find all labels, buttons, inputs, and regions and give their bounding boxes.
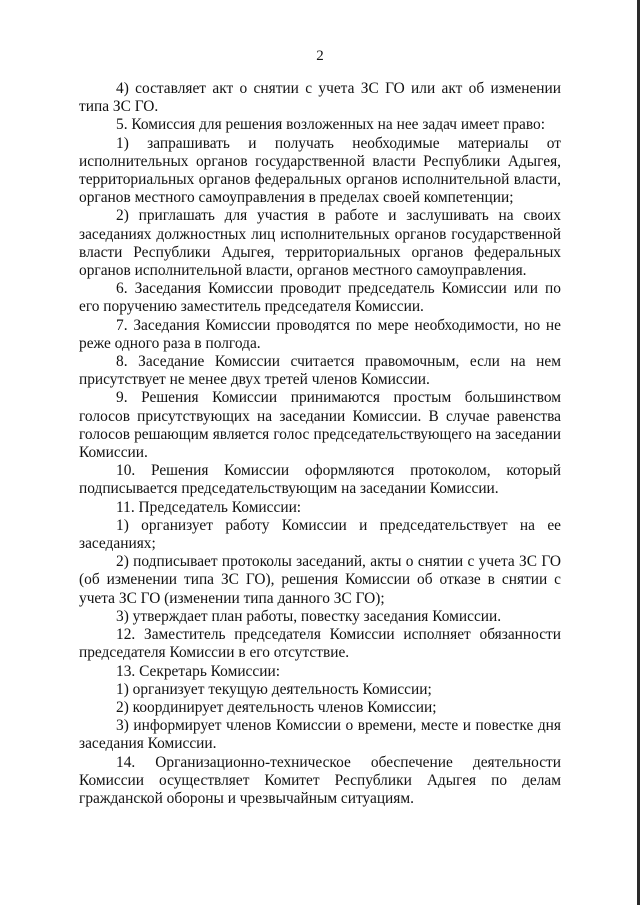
- paragraph-5-1-request: 1) запрашивать и получать необходимые материалы от исполнительных органов государственной власти Республики Адыгея, территориальных органов федеральных органов исполнительной власти, органов местного самоуправления в пределах своей компетенции;: [79, 134, 561, 207]
- paragraph-11-2-signs: 2) подписывает протоколы заседаний, акты о снятии с учета ЗС ГО (об изменении типа ЗС ГО), решения Комиссии об отказе в снятии с учета ЗС ГО (изменении типа данного ЗС ГО);: [79, 553, 561, 607]
- paragraph-5-2-invite: 2) приглашать для участия в работе и заслушивать на своих заседаниях должностных лиц исполнительных органов государственной власти Республики Адыгея, территориальных органов федеральных органов исполнительной власти, органов местного самоуправления.: [79, 207, 561, 280]
- paragraph-11-1-organizes: 1) организует работу Комиссии и председательствует на ее заседаниях;: [79, 516, 561, 553]
- paragraph-4-act: 4) составляет акт о снятии с учета ЗС ГО или акт об изменении типа ЗС ГО.: [79, 80, 561, 116]
- paragraph-12-deputy: 12. Заместитель председателя Комиссии исполняет обязанности председателя Комиссии в его отсутствие.: [79, 626, 561, 662]
- paragraph-5-rights: 5. Комиссия для решения возложенных на нее задач имеет право:: [116, 116, 545, 134]
- paragraph-14-support: 14. Организационно-техническое обеспечение деятельности Комиссии осуществляет Комитет Республики Адыгея по делам гражданской обороны и чрезвычайным ситуациям.: [79, 753, 561, 807]
- paragraph-13-2-coordinates: 2) координирует деятельность членов Комиссии;: [116, 698, 437, 716]
- paragraph-11-chairman: 11. Председатель Комиссии:: [116, 498, 302, 516]
- paragraph-8-quorum: 8. Заседание Комиссии считается правомочным, если на нем присутствует не менее двух третей членов Комиссии.: [79, 353, 561, 389]
- page-number: 2: [316, 48, 324, 64]
- paragraph-11-3-approves: 3) утверждает план работы, повестку заседания Комиссии.: [116, 607, 502, 625]
- paragraph-10-protocol: 10. Решения Комиссии оформляются протоколом, который подписывается председательствующим на заседании Комиссии.: [79, 462, 561, 498]
- paragraph-9-decisions: 9. Решения Комиссии принимаются простым большинством голосов присутствующих на заседании Комиссии. В случае равенства голосов решающим является голос председательствующего на заседании Комиссии.: [79, 389, 561, 462]
- paragraph-13-secretary: 13. Секретарь Комиссии:: [116, 662, 280, 680]
- document-body: [79, 80, 561, 808]
- paragraph-7-frequency: 7. Заседания Комиссии проводятся по мере необходимости, но не реже одного раза в полгода.: [79, 316, 561, 352]
- paragraph-13-3-informs: 3) информирует членов Комиссии о времени, месте и повестке дня заседания Комиссии.: [79, 717, 561, 753]
- paragraph-13-1-organizes: 1) организует текущую деятельность Комиссии;: [116, 680, 432, 698]
- paragraph-6-meetings-chair: 6. Заседания Комиссии проводит председатель Комиссии или по его поручению заместитель председателя Комиссии.: [79, 280, 561, 316]
